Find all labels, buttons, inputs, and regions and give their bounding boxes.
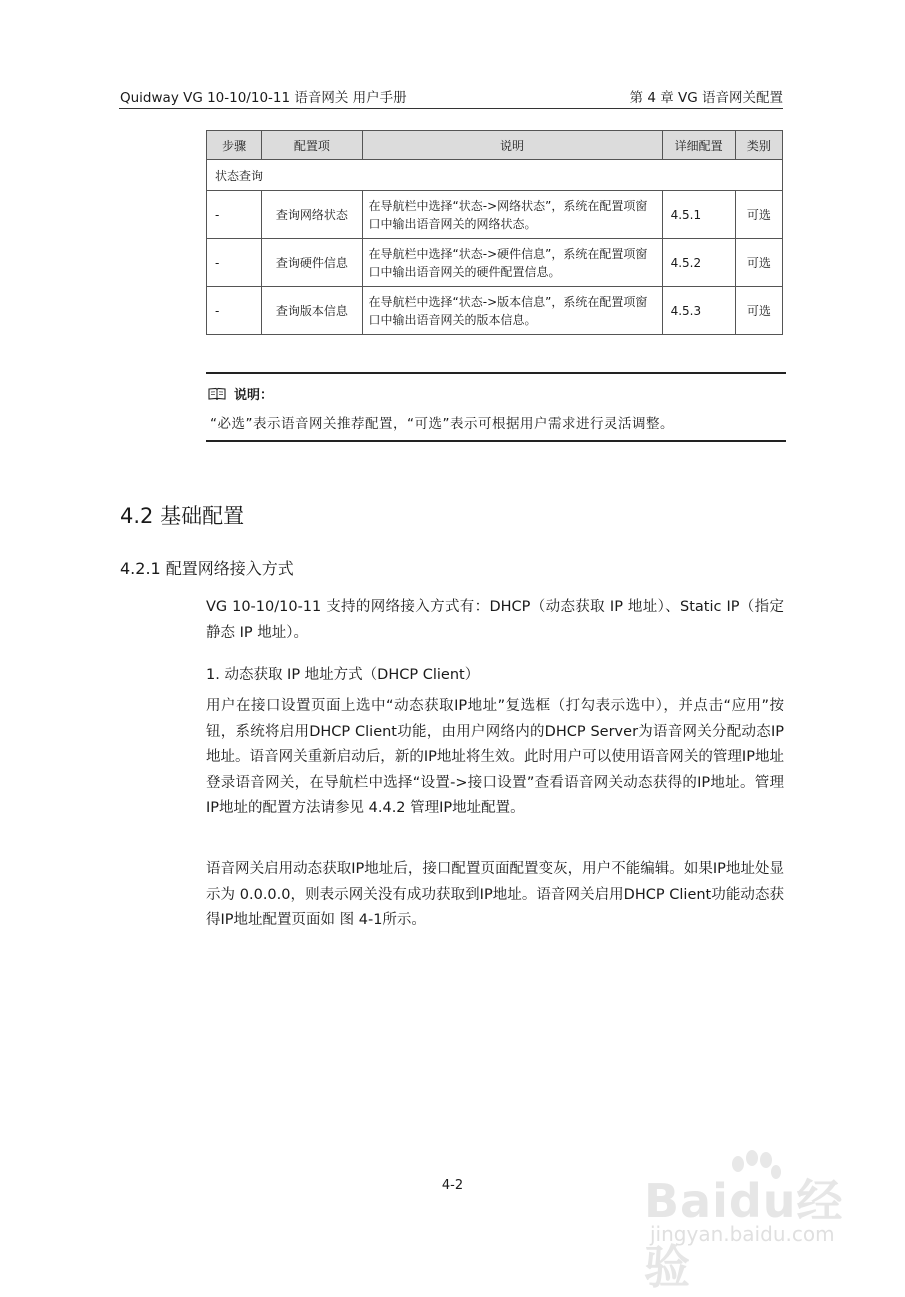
watermark (640, 1150, 860, 1260)
table-section-row (207, 160, 783, 191)
cell-ref: 4.5.1 (662, 191, 735, 239)
header-title: Quidway VG 10-10/10-11 语音网关 用户手册 (120, 86, 407, 106)
cell-step: - (207, 287, 262, 335)
item-heading-dhcp: 1. 动态获取 IP 地址方式（DHCP Client） (206, 663, 479, 684)
note-heading (208, 384, 273, 403)
cell-desc: 在导航栏中选择“状态->版本信息”，系统在配置项窗口中输出语音网关的版本信息。 (362, 287, 662, 335)
paragraph-intro: VG 10-10/10-11 支持的网络接入方式有：DHCP（动态获取 IP 地址）、Static IP（指定静态 IP 地址）。 (206, 595, 784, 646)
cell-item: 查询版本信息 (262, 287, 362, 335)
header-rule (119, 108, 783, 109)
watermark-logo: Baidu经验 (644, 1165, 860, 1297)
cell-desc: 在导航栏中选择“状态->硬件信息”，系统在配置项窗口中输出语音网关的硬件配置信息。 (362, 239, 662, 287)
header-chapter: 第 4 章 VG 语音网关配置 (630, 86, 783, 106)
section-heading: 4.2 基础配置 (120, 500, 244, 530)
cell-ref: 4.5.2 (662, 239, 735, 287)
col-header-type: 类别 (735, 131, 782, 160)
col-header-ref: 详细配置 (662, 131, 735, 160)
cell-ref: 4.5.3 (662, 287, 735, 335)
cell-item: 查询硬件信息 (262, 239, 362, 287)
cell-item: 查询网络状态 (262, 191, 362, 239)
cell-type: 可选 (735, 287, 782, 335)
table-row (207, 287, 783, 335)
note-box (206, 372, 786, 442)
paragraph-dhcp-result: 语音网关启用动态获取IP地址后，接口配置页面配置变灰，用户不能编辑。如果IP地址处显示为 0.0.0.0，则表示网关没有成功获取到IP地址。语音网关启用DHCP Client功能动态获得IP地址配置页面如 图 4-1所示。 (206, 857, 784, 934)
cell-step: - (207, 239, 262, 287)
col-header-step: 步骤 (207, 131, 262, 160)
col-header-item: 配置项 (262, 131, 362, 160)
section-label: 状态查询 (207, 160, 783, 191)
cell-desc: 在导航栏中选择“状态->网络状态”，系统在配置项窗口中输出语音网关的网络状态。 (362, 191, 662, 239)
book-icon (208, 387, 226, 400)
cell-type: 可选 (735, 239, 782, 287)
page-number: 4-2 (0, 1178, 905, 1193)
subsection-heading: 4.2.1 配置网络接入方式 (120, 556, 294, 579)
note-text: “必选”表示语音网关推荐配置，“可选”表示可根据用户需求进行灵活调整。 (210, 412, 674, 432)
cell-type: 可选 (735, 191, 782, 239)
config-table (206, 130, 783, 335)
table-header-row (207, 131, 783, 160)
watermark-url: jingyan.baidu.com (650, 1222, 835, 1246)
note-title: 说明： (234, 384, 273, 403)
col-header-desc: 说明 (362, 131, 662, 160)
table-row (207, 239, 783, 287)
cell-step: - (207, 191, 262, 239)
paragraph-dhcp: 用户在接口设置页面上选中“动态获取IP地址”复选框（打勾表示选中），并点击“应用”按钮，系统将启用DHCP Client功能，由用户网络内的DHCP Server为语音网关分配动态IP地址。语音网关重新启动后，新的IP地址将生效。此时用户可以使用语音网关的管理IP地址登录语音网关，在导航栏中选择“设置->接口设置”查看语音网关动态获得的IP地址。管理IP地址的配置方法请参见 4.4.2 管理IP地址配置。 (206, 694, 784, 822)
table-row (207, 191, 783, 239)
